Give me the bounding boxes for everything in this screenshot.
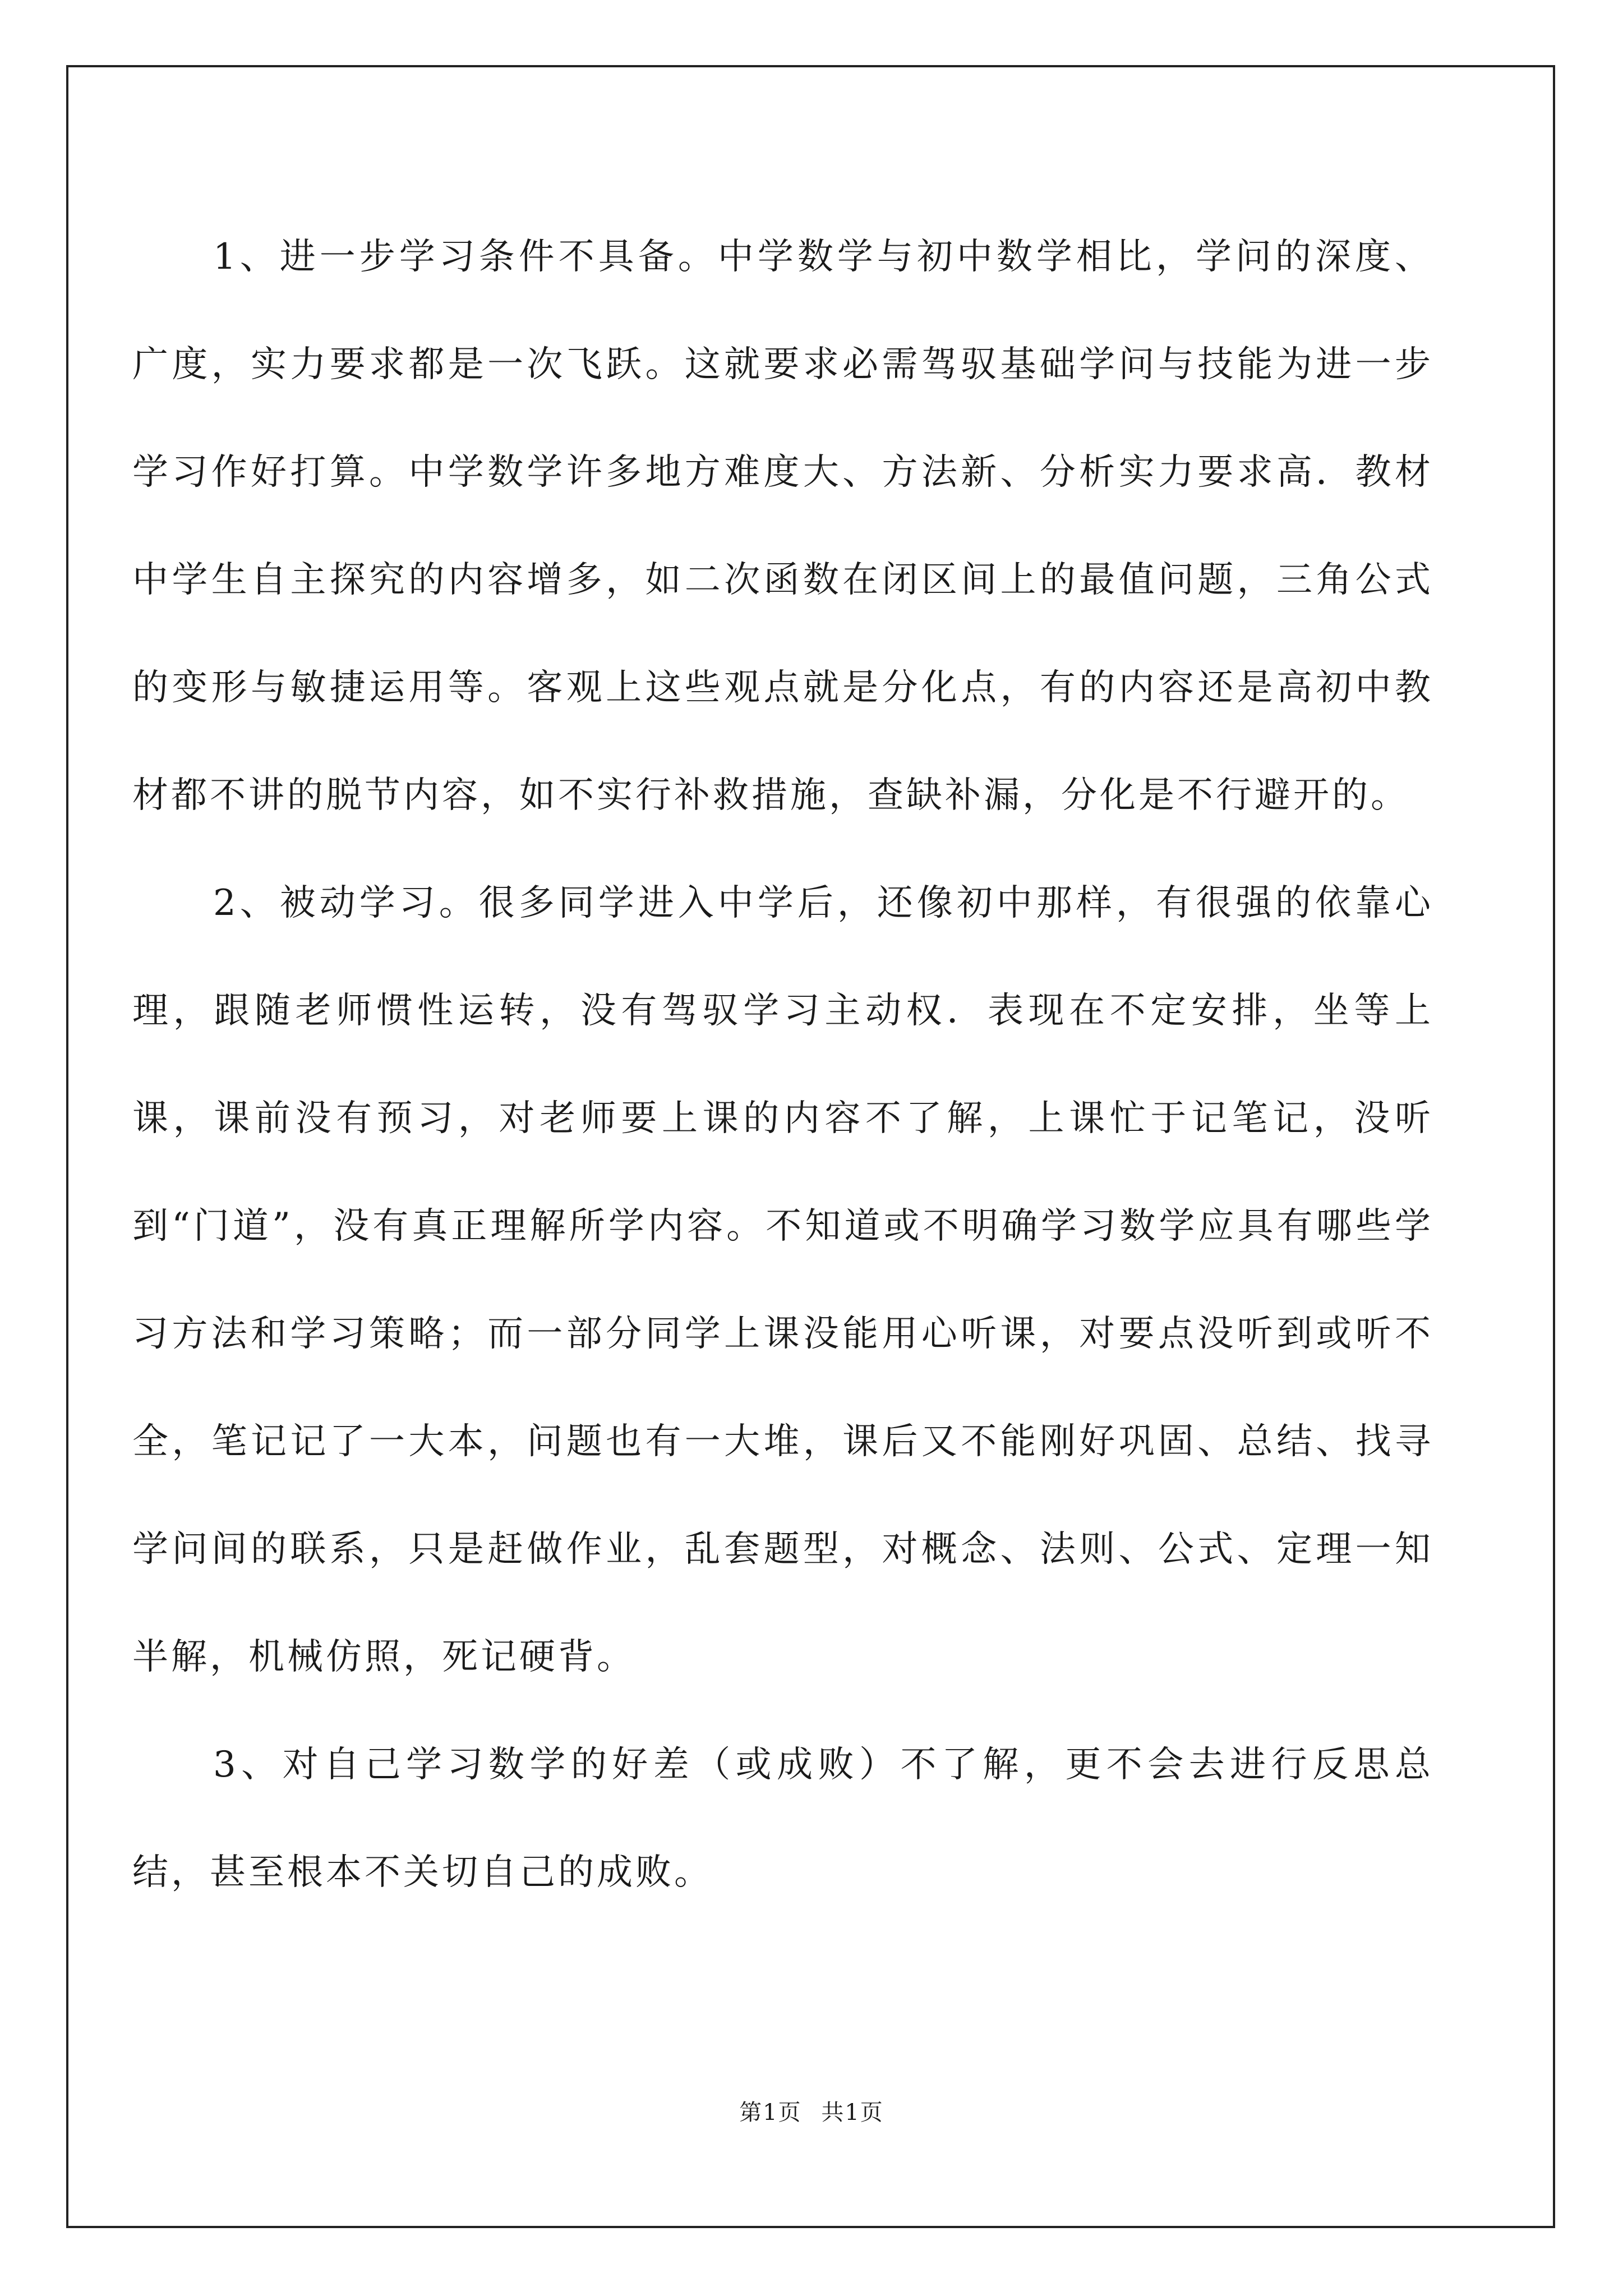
document-body: [132, 203, 1433, 1926]
paragraph-1: 1、进一步学习条件不具备。中学数学与初中数学相比，学问的深度、广度，实力要求都是一次飞跃。这就要求必需驾驭基础学问与技能为进一步学习作好打算。中学数学许多地方难度大、方法新、分析实力要求高．教材中学生自主探究的内容增多，如二次函数在闭区间上的最值问题，三角公式的变形与敏捷运用等。客观上这些观点就是分化点，有的内容还是高初中教材都不讲的脱节内容，如不实行补救措施，查缺补漏，分化是不行避开的。: [132, 236, 1433, 816]
paragraph-3: 3、对自己学习数学的好差（或成败）不了解，更不会去进行反思总结，甚至根本不关切自己的成败。: [132, 1744, 1433, 1893]
paragraph-2: 2、被动学习。很多同学进入中学后，还像初中那样，有很强的依靠心理，跟随老师惯性运转，没有驾驭学习主动权．表现在不定安排，坐等上课，课前没有预习，对老师要上课的内容不了解，上课忙于记笔记，没听到“门道”，没有真正理解所学内容。不知道或不明确学习数学应具有哪些学习方法和学习策略；而一部分同学上课没能用心听课，对要点没听到或听不全，笔记记了一大本，问题也有一大堆，课后又不能刚好巩固、总结、找寻学问间的联系，只是赶做作业，乱套题型，对概念、法则、公式、定理一知半解，机械仿照，死记硬背。: [132, 882, 1433, 1678]
page-footer: [0, 2095, 1623, 2127]
page-number: 第1页: [739, 2100, 802, 2125]
page-count: 共1页: [821, 2100, 884, 2125]
